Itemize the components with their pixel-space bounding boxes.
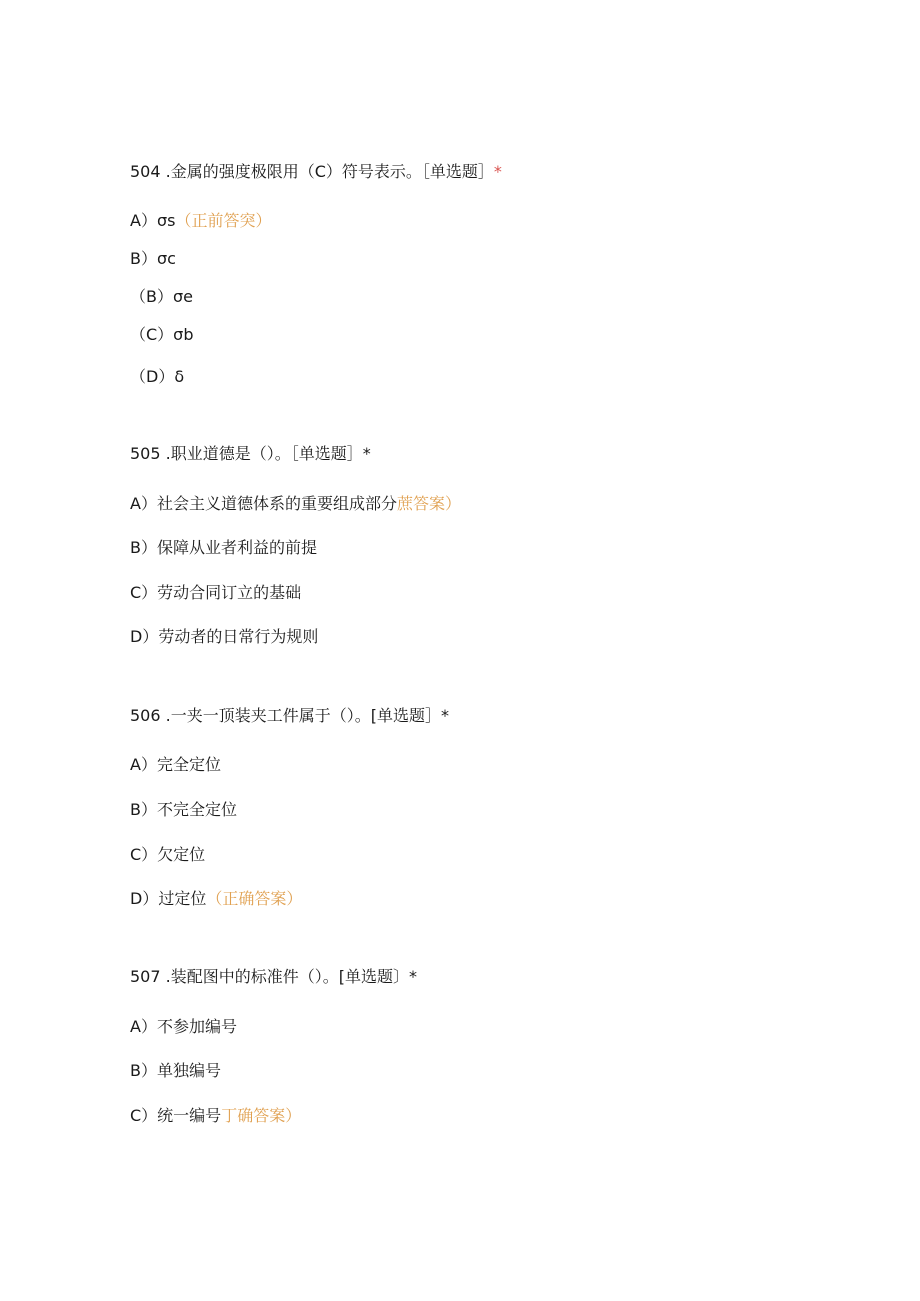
correct-answer-mark: 丁确答案） bbox=[221, 1106, 302, 1125]
question-506-option-d[interactable] bbox=[130, 889, 302, 909]
option-text: C）统一编号 bbox=[130, 1106, 222, 1125]
question-504-stem bbox=[130, 162, 502, 182]
question-505-stem bbox=[130, 444, 371, 464]
option-text: A）社会主义道德体系的重要组成部分 bbox=[130, 494, 397, 513]
option-text: （C）σb bbox=[130, 325, 194, 344]
option-text: D）过定位 bbox=[130, 889, 207, 908]
option-text: B）不完全定位 bbox=[130, 800, 237, 819]
question-506-stem bbox=[130, 706, 449, 726]
question-507-option-b[interactable] bbox=[130, 1061, 221, 1081]
required-star: * bbox=[440, 706, 449, 725]
option-text: B）保障从业者利益的前提 bbox=[130, 538, 317, 557]
correct-answer-mark: （正确答案） bbox=[206, 889, 303, 908]
question-507-option-a[interactable] bbox=[130, 1017, 237, 1037]
question-text: 504 .金属的强度极限用（C）符号表示。［单选题］ bbox=[130, 162, 494, 181]
correct-answer-mark: 蔗答案） bbox=[396, 494, 461, 513]
option-text: A）不参加编号 bbox=[130, 1017, 237, 1036]
question-504-option-e[interactable] bbox=[130, 367, 184, 387]
question-506-option-c[interactable] bbox=[130, 845, 205, 865]
question-506-option-b[interactable] bbox=[130, 800, 237, 820]
option-text: D）劳动者的日常行为规则 bbox=[130, 627, 319, 646]
question-505-option-a[interactable] bbox=[130, 494, 461, 514]
question-text: 505 .职业道德是（）。［单选题］ bbox=[130, 444, 363, 463]
required-star: * bbox=[408, 967, 417, 986]
question-505-option-d[interactable] bbox=[130, 627, 318, 647]
option-text: B）单独编号 bbox=[130, 1061, 221, 1080]
option-text: C）欠定位 bbox=[130, 845, 206, 864]
question-504-option-a[interactable] bbox=[130, 211, 271, 231]
required-star: * bbox=[362, 444, 371, 463]
question-text: 507 .装配图中的标准件（）。[单选题〕 bbox=[130, 967, 409, 986]
required-star: * bbox=[493, 162, 502, 181]
question-507-stem bbox=[130, 967, 417, 987]
question-505-option-b[interactable] bbox=[130, 538, 317, 558]
option-text: （D）δ bbox=[130, 367, 185, 386]
question-505-option-c[interactable] bbox=[130, 583, 301, 603]
option-text: A）σs bbox=[130, 211, 176, 230]
question-504-option-d[interactable] bbox=[130, 325, 193, 345]
question-506-option-a[interactable] bbox=[130, 755, 221, 775]
question-text: 506 .一夹一顶装夹工件属于（）。[单选题］ bbox=[130, 706, 441, 725]
option-text: B）σc bbox=[130, 249, 176, 268]
option-text: A）完全定位 bbox=[130, 755, 221, 774]
question-507-option-c[interactable] bbox=[130, 1106, 301, 1126]
option-text: （B）σe bbox=[130, 287, 193, 306]
question-504-option-b[interactable] bbox=[130, 249, 176, 269]
correct-answer-mark: （正前答突） bbox=[175, 211, 272, 230]
option-text: C）劳动合同订立的基础 bbox=[130, 583, 302, 602]
question-504-option-c[interactable] bbox=[130, 287, 193, 307]
